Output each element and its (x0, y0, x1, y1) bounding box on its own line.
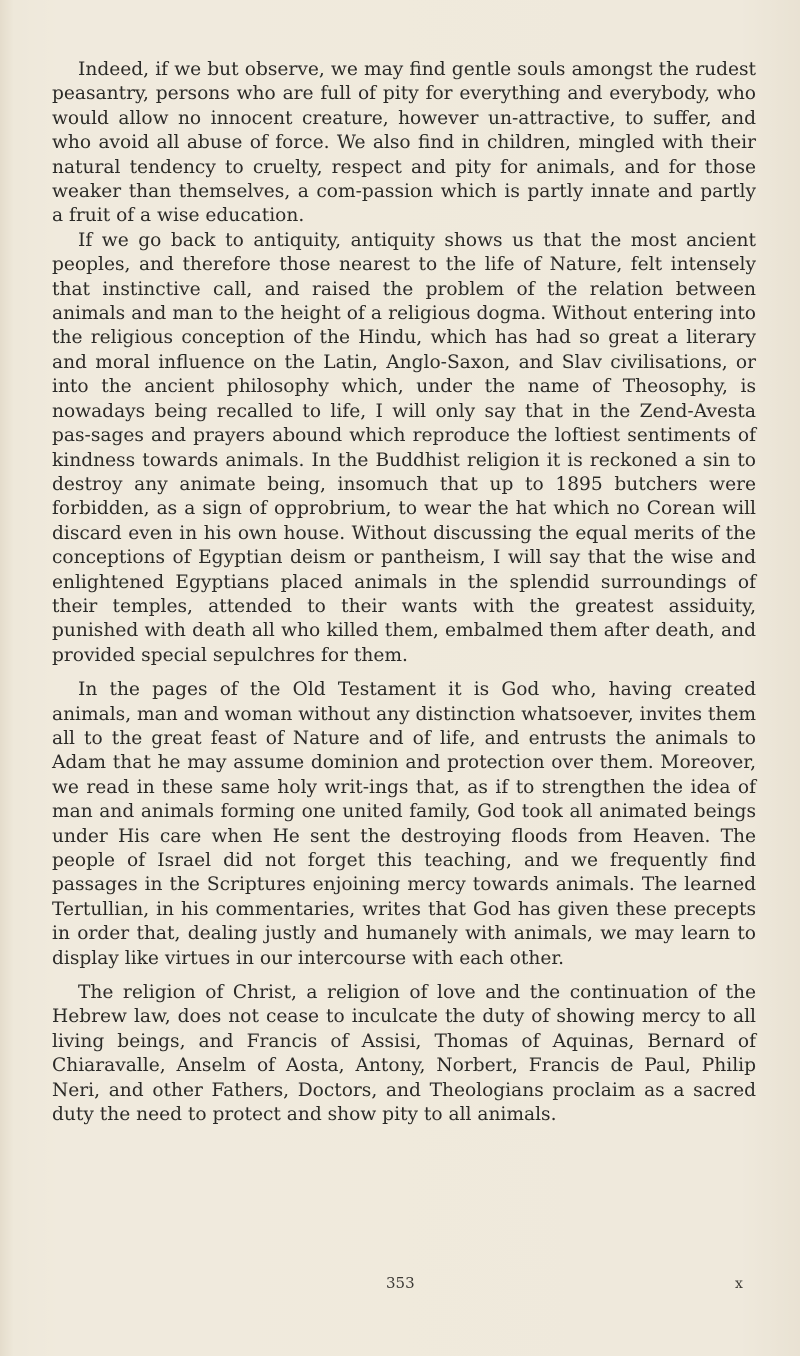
body-text (52, 58, 756, 1127)
signature-mark: x (735, 1276, 743, 1292)
paragraph-1: Indeed, if we but observe, we may find gentle souls amongst the rudest peasantry, persons who are full of pity for everything and everybody, who would allow no innocent creature, however un-attractive, to suffer, and who avoid all abuse of force. We also find in children, mingled with their natural tendency to cruelty, respect and pity for animals, and for those weaker than themselves, a com-passion which is partly innate and partly a fruit of a wise education. (52, 59, 756, 227)
paragraph-3: In the pages of the Old Testament it is God who, having created animals, man and woman without any distinction whatsoever, invites them all to the great feast of Nature and of life, and entrusts the animals to Adam that he may assume dominion and protection over them. Moreover, we read in these same holy writ-ings that, as if to strengthen the idea of man and animals forming one united family, God took all animated beings under His care when He sent the destroying floods from Heaven. The people of Israel did not forget this teaching, and we frequently find passages in the Scriptures enjoining mercy towards animals. The learned Tertullian, in his commentaries, writes that God has given these precepts in order that, dealing justly and humanely with animals, we may learn to display like virtues in our intercourse with each other. (52, 679, 757, 969)
page-number: 353 (386, 1274, 415, 1292)
paragraph-4: The religion of Christ, a religion of love and the continuation of the Hebrew law, does not cease to inculcate the duty of showing mercy to all living beings, and Francis of Assisi, Thomas of Aquinas, Bernard of Chiaravalle, Anselm of Aosta, Antony, Norbert, Francis de Paul, Philip Neri, and other Fathers, Doctors, and Theologians proclaim as a sacred duty the need to protect and show pity to all animals. (52, 982, 756, 1126)
page-footer (0, 1274, 800, 1304)
paragraph-2: If we go back to antiquity, antiquity shows us that the most ancient peoples, and therefore those nearest to the life of Nature, felt intensely that instinctive call, and raised the problem of the relation between animals and man to the height of a religious dogma. Without entering into the religious conception of the Hindu, which has had so great a literary and moral influence on the Latin, Anglo-Saxon, and Slav civilisations, or into the ancient philosophy which, under the name of Theosophy, is nowadays being recalled to life, I will only say that in the Zend-Avesta pas-sages and prayers abound which reproduce the loftiest sentiments of kindness towards animals. In the Buddhist religion it is reckoned a sin to destroy any animate being, insomuch that up to 1895 butchers were forbidden, as a sign of opprobrium, to wear the hat which no Corean will discard even in his own house. Without discussing the equal merits of the conceptions of Egyptian deism or pantheism, I will say that the wise and enlightened Egyptians placed animals in the splendid surroundings of their temples, attended to their wants with the greatest assiduity, punished with death all who killed them, embalmed them after death, and provided special sepulchres for them. (52, 229, 756, 666)
